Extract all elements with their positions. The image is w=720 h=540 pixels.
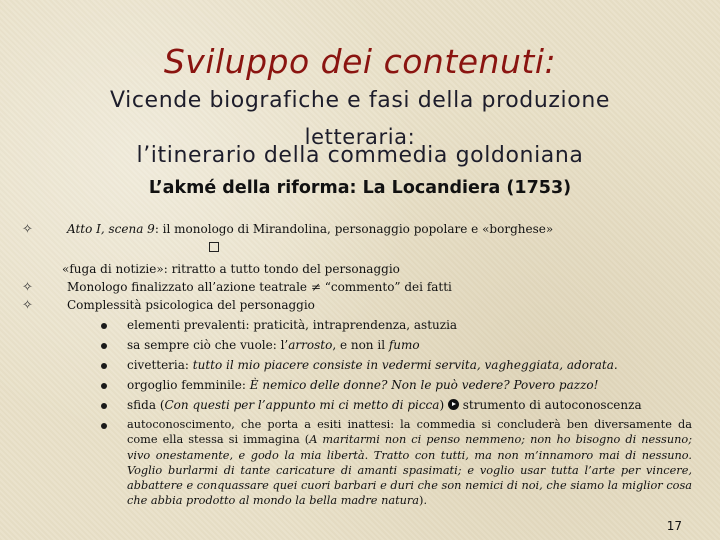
- star-bullet-icon: ✧: [22, 280, 33, 295]
- star-bullet-icon: ✧: [22, 222, 33, 237]
- checkbox-icon: [209, 242, 219, 252]
- slide-title: Sviluppo dei contenuti:: [163, 42, 557, 81]
- dot-bullet-icon: [101, 323, 107, 329]
- bullet-1-italic: Atto I, scena 9: [67, 222, 155, 236]
- sub-bullet-4-part: È nemico delle donne? Non le può vedere? Povero pazzo!: [249, 378, 599, 392]
- sub-bullet-3-part: civetteria:: [127, 358, 193, 372]
- sub-bullet-2-text: [127, 338, 420, 353]
- bullet-1-continuation: «fuga di notizie»: ritratto a tutto tondo del personaggio: [62, 262, 400, 276]
- slide-subtitle-line2: letteraria:: [304, 125, 416, 149]
- dot-bullet-icon: [101, 343, 107, 349]
- sub-bullet-2-part: , e non il: [332, 338, 389, 352]
- sub-bullet-6-part: autoconoscimento, che porta a esiti inattesi: la commedia si concluderà ben diversamente da come ella stessa si immagina (: [127, 418, 692, 447]
- sub-bullet-5-part: sfida (: [127, 398, 165, 412]
- sub-bullet-6-quote: A maritarmi non ci penso nemmeno; non ho bisogno di nessuno; vivo onestamente, e godo la mia libertà. Tratto con tutti, ma non m’innamoro mai di nessuno. Voglio burlarmi di tante caricature di amanti spasimati; e voglio usar tutta l’arte per vincere, abbattere e conquassare quei cuori barbari e duri che son nemici di noi, che siamo la miglior cosa che abbia prodotto al mondo la bella madre natura: [127, 433, 692, 508]
- sub-bullet-2-part: arrosto: [288, 338, 333, 352]
- dot-bullet-icon: [101, 363, 107, 369]
- sub-bullet-5-part: ): [439, 398, 448, 412]
- sub-bullet-5-part: strumento di autoconoscenza: [458, 398, 642, 412]
- sub-bullet-5-text: [127, 398, 642, 413]
- arrow-right-circle-icon: [448, 399, 459, 410]
- sub-bullet-2-part: sa sempre ciò che vuole: l’: [127, 338, 289, 352]
- sub-bullet-3-part: tutto il mio piacere consiste in vedermi servita, vagheggiata, adorata.: [192, 358, 618, 372]
- sub-bullet-3-text: [127, 358, 618, 373]
- sub-bullet-4-part: orgoglio femminile:: [127, 378, 250, 392]
- bullet-1-text: [67, 222, 553, 237]
- bullet-1-rest: : il monologo di Mirandolina, personaggio popolare e «borghese»: [154, 222, 554, 236]
- bullet-3-text: Complessità psicologica del personaggio: [67, 298, 315, 312]
- sub-bullet-2-part: fumo: [388, 338, 420, 352]
- dot-bullet-icon: [101, 423, 107, 429]
- sub-bullet-1-text: elementi prevalenti: praticità, intraprendenza, astuzia: [127, 318, 458, 332]
- page-number: 17: [666, 519, 682, 533]
- slide-subtitle-line3: l’itinerario della commedia goldoniana: [136, 143, 584, 168]
- section-heading: L’akmé della riforma: La Locandiera (1753): [148, 178, 572, 198]
- slide-subtitle-line1: Vicende biografiche e fasi della produzione: [109, 88, 610, 113]
- star-bullet-icon: ✧: [22, 298, 33, 313]
- sub-bullet-4-text: [127, 378, 598, 393]
- bullet-2-text: Monologo finalizzato all’azione teatrale ≠ “commento” dei fatti: [67, 280, 452, 294]
- dot-bullet-icon: [101, 403, 107, 409]
- dot-bullet-icon: [101, 383, 107, 389]
- sub-bullet-6-part: ).: [419, 494, 428, 508]
- sub-bullet-6-text: [127, 417, 692, 509]
- sub-bullet-5-part: Con questi per l’appunto mi ci metto di picca: [164, 398, 440, 412]
